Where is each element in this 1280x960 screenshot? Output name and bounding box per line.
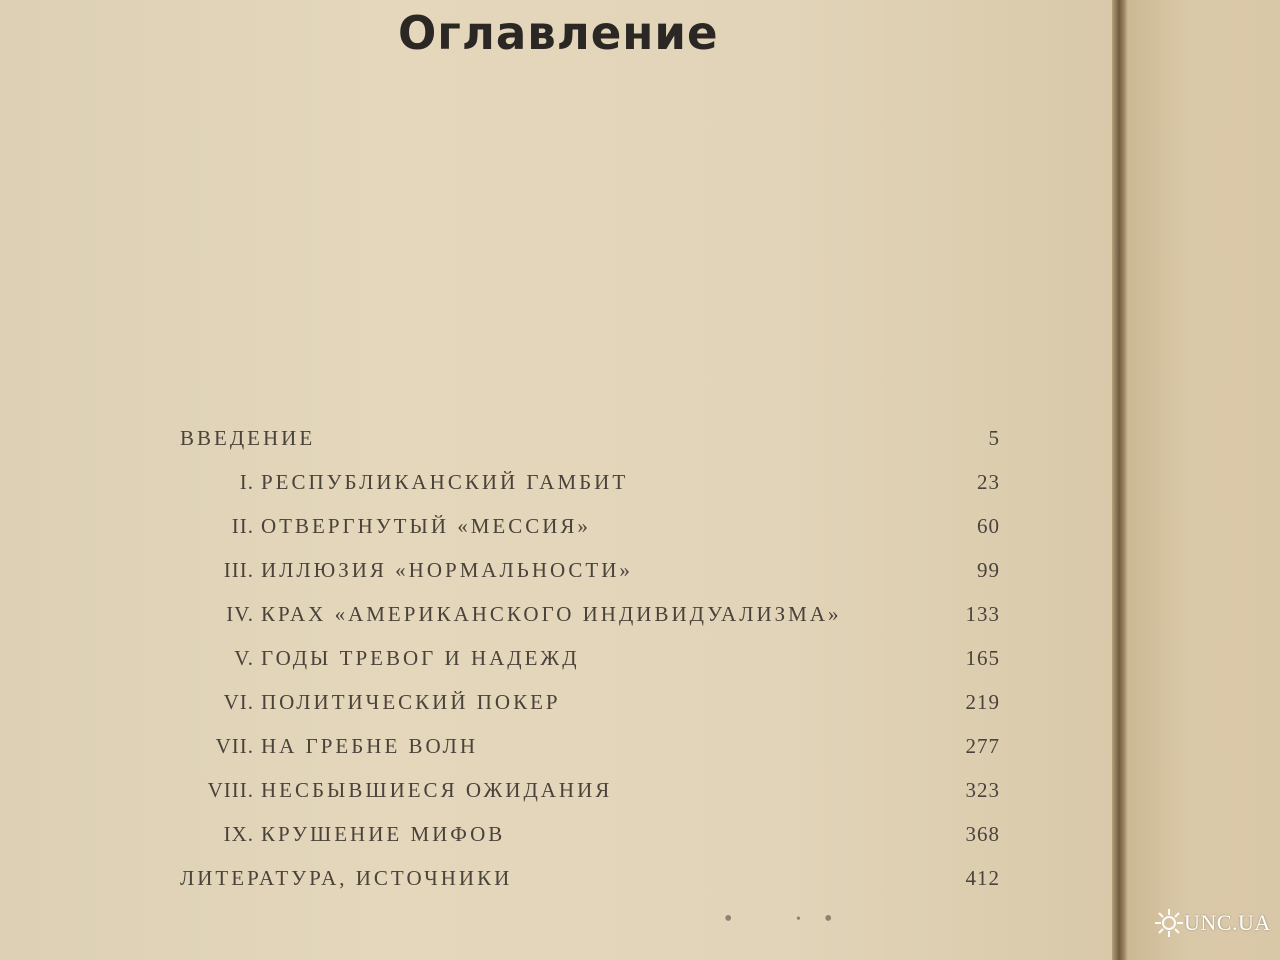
toc-entry-title: НА ГРЕБНЕ ВОЛН [261,734,479,758]
toc-entry-title: ИЛЛЮЗИЯ «НОРМАЛЬНОСТИ» [261,558,633,582]
toc-entry-title: ГОДЫ ТРЕВОГ И НАДЕЖД [261,646,580,670]
watermark-text: UNC.UA [1184,910,1271,935]
toc-entry-page: 165 [965,646,1000,670]
toc-entry-chapter-4 [180,599,1000,643]
toc-entry-number: I. [239,470,254,494]
table-of-contents [180,423,1000,907]
toc-entry-chapter-9 [180,819,1000,863]
page-title: Оглавление [398,6,719,60]
toc-entry-chapter-6 [180,687,1000,731]
book-spine-gap [1112,0,1128,960]
toc-entry-title: ПОЛИТИЧЕСКИЙ ПОКЕР [261,690,561,714]
toc-entry-page: 323 [965,778,1000,802]
toc-entry-page: 23 [977,470,1000,494]
toc-entry-literature [180,863,1000,907]
toc-entry-number: IX. [223,822,254,846]
toc-entry-chapter-1 [180,467,1000,511]
toc-entry-title: КРАХ «АМЕРИКАНСКОГО ИНДИВИДУАЛИЗМА» [261,602,842,626]
toc-entry-title: ЛИТЕРАТУРА, ИСТОЧНИКИ [180,866,513,890]
toc-entry-page: 99 [977,558,1000,582]
toc-entry-number: IV. [226,602,254,626]
sun-snowflake-logo-icon [1154,908,1184,938]
toc-entry-title: КРУШЕНИЕ МИФОВ [261,822,506,846]
ink-smudge: • [724,906,733,932]
toc-entry-page: 412 [965,866,1000,890]
toc-entry-page: 5 [988,426,1000,450]
toc-entry-chapter-5 [180,643,1000,687]
toc-entry-chapter-2 [180,511,1000,555]
ink-smudge: • [824,906,833,932]
right-page [1128,0,1280,960]
toc-entry-number: VIII. [207,778,254,802]
toc-entry-title: ОТВЕРГНУТЫЙ «МЕССИЯ» [261,514,591,538]
toc-entry-page: 60 [977,514,1000,538]
toc-entry-number: III. [223,558,254,582]
toc-entry-title: РЕСПУБЛИКАНСКИЙ ГАМБИТ [261,470,629,494]
toc-entry-chapter-8 [180,775,1000,819]
toc-entry-number: II. [231,514,254,538]
watermark [1162,898,1272,950]
ink-smudge: • [796,912,801,927]
toc-entry-number: VII. [215,734,254,758]
toc-entry-title: НЕСБЫВШИЕСЯ ОЖИДАНИЯ [261,778,613,802]
toc-entry-intro [180,423,1000,467]
toc-entry-number: VI. [223,690,254,714]
toc-entry-number: V. [234,646,254,670]
toc-entry-chapter-3 [180,555,1000,599]
toc-entry-page: 277 [965,734,1000,758]
toc-entry-page: 219 [965,690,1000,714]
toc-entry-page: 133 [965,602,1000,626]
toc-entry-title: ВВЕДЕНИЕ [180,426,316,450]
toc-entry-chapter-7 [180,731,1000,775]
toc-entry-page: 368 [965,822,1000,846]
